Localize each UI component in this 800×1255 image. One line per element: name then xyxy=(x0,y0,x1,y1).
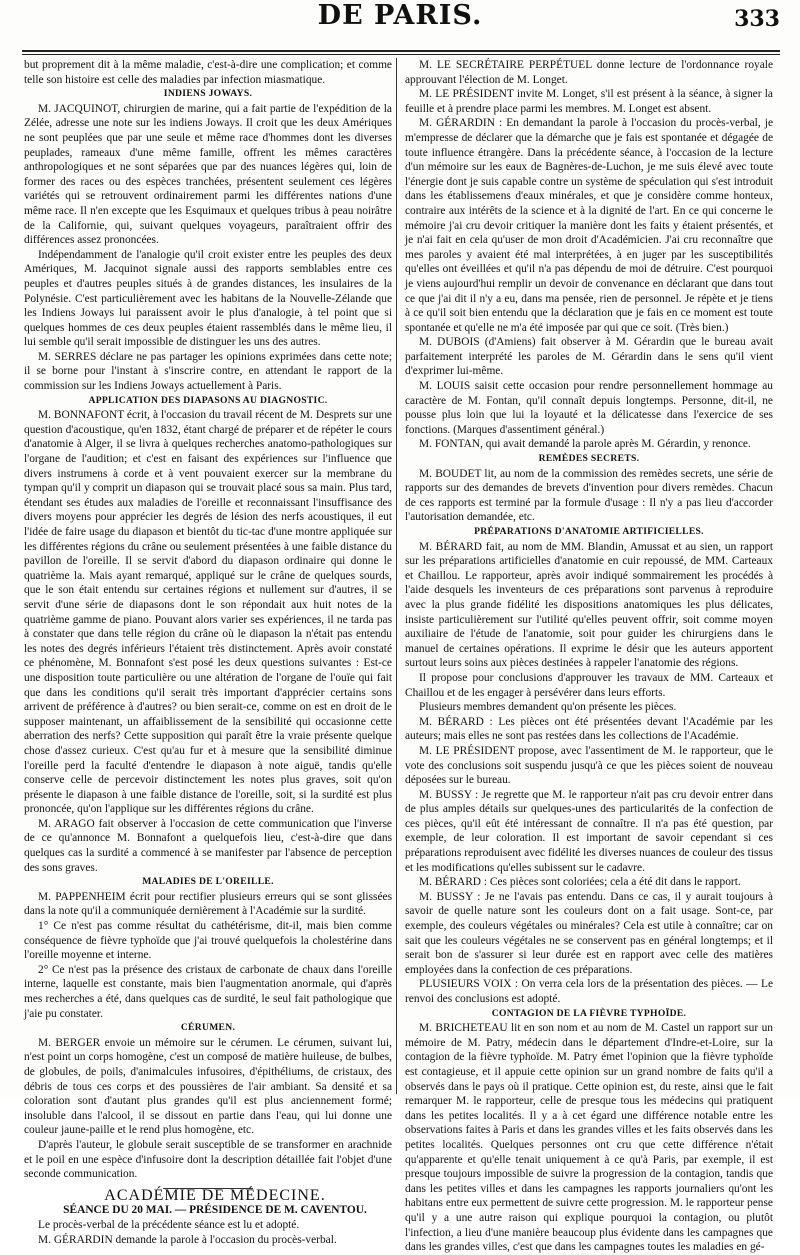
paragraph: 1° Ce n'est pas comme résultat du cathétérisme, dit-il, mais bien comme conséquence de fièvre typhoïde que j'ai trouvé quelquefois la cholestérine dans l'oreille moyenne et interne. xyxy=(24,920,392,962)
paragraph: M. BOUDET lit, au nom de la commission des remèdes secrets, une série de rapports sur des demandes de brevets d'invention pour divers remèdes. Chacun de ces rapports est terminé par la formule d'usage : Il n'y a pas lieu d'accorder l'autorisation demandée, etc. xyxy=(405,467,773,524)
academy-heading: ACADÉMIE DE MÉDECINE. xyxy=(104,1186,326,1204)
section-heading: INDIENS JOWAYS. xyxy=(163,88,253,100)
paragraph: M. BÉRARD : Ces pièces sont coloriées; cela a été dit dans le rapport. xyxy=(419,876,741,889)
paragraph: M. LOUIS saisit cette occasion pour rendre personnellement hommage au caractère de M. Fontan, qu'il connaît depuis longtemps. Personne, dit-il, ne pousse plus loin que lui la loyauté et la délicatesse dans l'exercice de ses fonctions. (Marques d'assentiment général.) xyxy=(405,380,773,436)
section-heading: PRÉPARATIONS D'ANATOMIE ARTIFICIELLES. xyxy=(474,526,704,537)
section-heading: REMÈDES SECRETS. xyxy=(538,453,640,465)
paragraph: 2° Ce n'est pas la présence des cristaux de carbonate de chaux dans l'oreille interne, laquelle est constante, mais bien l'augmentation anormale, qui d'après mes recherches a été, dans quelques cas de surdité, le seul fait pathologique que j'aie pu constater. xyxy=(24,963,392,1020)
paragraph: M. DUBOIS (d'Amiens) fait observer à M. Gérardin que le bureau avait parfaitement interprété les paroles de M. Gérardin dans le sens qu'il vient d'exprimer lui-même. xyxy=(405,336,773,378)
column-divider xyxy=(396,58,397,1094)
newspaper-title: DE PARIS. xyxy=(317,0,483,31)
section-heading: CONTAGION DE LA FIÈVRE TYPHOÏDE. xyxy=(491,1007,687,1019)
paragraph: M. BRICHETEAU lit en son nom et au nom de M. Castel un rapport sur un mémoire de M. Patry, médecin dans le département d'Indre-et-Loire, sur la contagion de la fièvre typhoïde. M. Patry émet l'opinion que la fièvre typhoïde est contagieuse, et il appuie cette opinion sur un grand nombre de faits qu'il a observés dans le pays où il pratique. Cette opinion est, du reste, ainsi que le fait remarquer M. le rapporteur, celle de presque tous les médecins qui pratiquent dans les petites localités. Il y a à cet égard une différence notable entre les observations faites à Paris et dans les grandes villes et les faits observés dans les petites localités. Quelques personnes ont cru que cette différence n'était qu'apparente et qu'elle tenait uniquement à ce qu'à Paris, par exemple, il est presque toujours impossible de suivre la progression de la contagion, tandis que dans les petites villes et dans les campagnes les rapports journaliers qu'ont les habitans entre eux permettent de suivre cette progression. M. le rapporteur pense qu'il y a une autre raison qui explique pourquoi la contagion, ou plutôt l'infection, a lieu d'une manière beaucoup plus évidente dans les campagnes que dans les grandes villes, c'est que dans les campagnes toutes les maladies en gé- xyxy=(405,1022,773,1254)
header-rule xyxy=(22,50,780,52)
header-rule-thin xyxy=(22,54,780,55)
section-heading: APPLICATION DES DIAPASONS AU DIAGNOSTIC. xyxy=(88,394,328,406)
paragraph: M. PAPPENHEIM écrit pour rectifier plusieurs erreurs qui se sont glissées dans la note qu'il a communiquée dernièrement à l'Académie sur la surdité. xyxy=(24,890,392,918)
paragraph: M. BONNAFONT écrit, à l'occasion du travail récent de M. Desprets sur une question d'acoustique, qu'en 1832, étant chargé de préparer et de répéter le cours d'anatomie à Alger, il se livra à quelques recherches anatomo-pathologiques sur l'organe de l'audition; et c'est en faisant des expériences sur l'influence que divers instrumens à corde et à vent pouvaient exercer sur la membrane du tympan qu'il y comprit un diapason qui se trouvait placé sous sa main. Plus tard, étendant ses études aux maladies de l'oreille et reconnaissant l'insuffisance des divers moyens pour apprécier les degrés de lésion des nerfs acoustiques, il eut l'idée de faire usage du diapason et bientôt du tic-tac d'une montre appliquée sur les différentes régions du crâne ou seulement présentées à une faible distance du pavillon de l'oreille. Il se servit d'abord du diapason ordinaire qui donne le quatrième la. Mais ayant remarqué, appliqué sur le crâne de quelques sourds, que le son était entendu sur certaines régions et nullement sur d'autres, il se servit d'une série de diapasons dont le son répondait aux huit notes de la quatrième gamme de piano. Pouvant alors varier ses expériences, il ne tarda pas à constater que dans telle région du crâne où le diapason la n'était pas entendu les notes des degrés inférieurs l'étaient très distinctement. Après avoir constaté ce phénomène, M. Bonnafont s'est posé les deux questions suivantes : Est-ce une disposition toute particulière ou une altération de l'organe de l'ouïe qui fait que dans les conditions qu'il serait très important d'apprécier certains sons arrivent de préférence à d'autres? ou bien serait-ce, comme on est en droit de le supposer maintenant, un affaiblissement de la sensibilité qui occasionne cette aberration des nerfs? Cette supposition qui paraît être la vraie présente quelque chose d'assez curieux. C'est qu'au fur et à mesure que la sensibilité diminue l'oreille perd la faculté d'entendre le diapason à note aiguë, tandis qu'elle conserve celle de percevoir distinctement les notes plus graves, soit qu'on présente le diapason à une faible distance de l'oreille, soit, si la surdité est plus prononcée, qu'on l'applique sur les différentes régions du crâne. xyxy=(24,409,392,816)
paragraph: M. BUSSY : Je regrette que M. le rapporteur n'ait pas cru devoir entrer dans de plus amples détails sur quelques-unes des particularités de la confection de ces pièces, qu'il eût été intéressant de connaître. Il n'a pas été question, par exemple, de leur coloration. Il est important de savoir cependant si ces préparations reproduisent avec fidélité les diverses nuances de couleur des tissus et les modifications qu'elles subissent sur le cadavre. xyxy=(405,788,773,874)
paragraph: Le procès-verbal de la précédente séance est lu et adopté. xyxy=(38,1218,300,1231)
paragraph: Il propose pour conclusions d'approuver les travaux de MM. Carteaux et Chaillou et de les engager à persévérer dans leurs efforts. xyxy=(405,671,773,699)
paragraph: M. BUSSY : Je ne l'avais pas entendu. Dans ce cas, il y aurait toujours à savoir de quelle nature sont les couleurs dont on a fait usage. Sont-ce, par exemple, des couleurs végétales ou minérales? Cela est utile à connaître; car on sait que les couleurs végétales ne se conservent pas en général longtemps; et il serait bon de s'assurer si leur durée est en rapport avec celle des matières employées dans la confection de ces préparations. xyxy=(405,890,773,976)
paragraph: D'après l'auteur, le globule serait susceptible de se transformer en arachnide et le poil en une espèce d'infusoire dont la description détaillée fait l'objet d'une seconde communication. xyxy=(24,1138,392,1181)
paragraph: M. JACQUINOT, chirurgien de marine, qui a fait partie de l'expédition de la Zélée, adresse une note sur les indiens Joways. Il croit que les deux Amériques ne sont peuplées que par une seule et même race d'hommes dont les diverses peuplades, rameaux d'une même famille, offrent les mêmes caractères anthropologiques et ne sont séparées que par des nuances légères qui, loin de former des races ou des espèces tranchées, présentent seulement ces légères variétés qui se retrouvent ordinairement parmi les différentes nations d'une même race. Il n'en excepte que les Esquimaux et quelques tribus à peau noirâtre de la Californie, qui, suivant quelques voyageurs, paraîtraient offrir des différences assez prononcées. xyxy=(24,102,392,247)
paragraph: M. SERRES déclare ne pas partager les opinions exprimées dans cette note; il se borne pour l'instant à s'inscrire contre, en attendant le rapport de la commission sur les Indiens Joways actuellement à Paris. xyxy=(24,350,392,393)
left-column xyxy=(24,58,392,1246)
paragraph: M. BÉRARD : Les pièces ont été présentées devant l'Académie par les auteurs; mais elles ne sont pas restées dans les collections de l'Académie. xyxy=(405,715,773,743)
paragraph: M. GÉRARDIN : En demandant la parole à l'occasion du procès-verbal, je m'empresse de déclarer que la démarche que je fais est spontanée et dégagée de toute influence étrangère. Dans la précédente séance, à l'occasion de la lecture d'un mémoire sur les eaux de Bagnères-de-Luchon, je me suis élevé avec toute l'énergie dont je suis capable contre un système de spéculation qui s'est introduit dans les établissemens d'eaux minérales, et que je considère comme honteux, contraire aux intérêts de la science et à la dignité de l'art. En ce qui concerne le mémoire j'ai cru devoir critiquer la manière dont les faits y étaient présentés, et je n'ai fait en cela qu'user de mon droit d'Académicien. J'ai cru reconnaître que mes paroles y avaient été mal interprétées, à en juger par les susceptibilités qu'elles ont éveillées et qu'il n'a pas dépendu de moi de détruire. C'est pourquoi je viens aujourd'hui remplir un devoir de convenance en déclarant que dans tout ce que j'ai dit il n'y a eu, dans ma pensée, rien de personnel. Je répète et je tiens à ce qu'il soit bien entendu que la déclaration que je fais en ce moment est toute spontanée et qu'elle ne m'a été imposée par qui que ce soit. (Très bien.) xyxy=(405,117,773,334)
paragraph: PLUSIEURS VOIX : On verra cela lors de la présentation des pièces. — Le renvoi des conclusions est adopté. xyxy=(405,978,773,1005)
paragraph: M. ARAGO fait observer à l'occasion de cette communication que l'inverse de ce qu'annonce M. Bonnafont a quelquefois lieu, c'est-à-dire que dans quelques cas la surdité a commencé à se manifester par l'absence de perception des sons graves. xyxy=(24,817,392,874)
paragraph: M. GÉRARDIN demande la parole à l'occasion du procès-verbal. xyxy=(38,1233,337,1246)
page-number: 333 xyxy=(734,6,780,32)
section-heading: CÉRUMEN. xyxy=(180,1022,236,1034)
paragraph: M. LE SECRÉTAIRE PERPÉTUEL donne lecture de l'ordonnance royale approuvant l'élection de M. Longet. xyxy=(405,59,773,86)
paragraph: M. LE PRÉSIDENT propose, avec l'assentiment de M. le rapporteur, que le vote des conclusions soit suspendu jusqu'à ce que les pièces soient de nouveau déposées sur le bureau. xyxy=(405,744,773,787)
paragraph: Indépendamment de l'analogie qu'il croit exister entre les peuples des deux Amériques, M. Jacquinot signale aussi des rapports semblables entre ces peuples et d'autres peuples situés à de grandes distances, les insulaires de la Polynésie. C'est particulièrement avec les habitans de la Nouvelle-Zélande que les Indiens Joways lui paraissent avoir le plus d'analogie, à tel point que si quelques hommes de ces deux peuples étaient rassemblés dans le même lieu, il lui semble qu'il serait impossible de distinguer les uns des autres. xyxy=(24,248,392,349)
right-column xyxy=(405,58,773,1254)
paragraph: M. LE PRÉSIDENT invite M. Longet, s'il est présent à la séance, à signer la feuille et à prendre place parmi les membres. M. Longet est absent. xyxy=(405,88,773,115)
paragraph: M. FONTAN, qui avait demandé la parole après M. Gérardin, y renonce. xyxy=(419,438,751,451)
paragraph: M. BÉRARD fait, au nom de MM. Blandin, Amussat et au sien, un rapport sur les préparations artificielles d'anatomie en cuir repoussé, de MM. Carteaux et Chaillou. Le rapporteur, après avoir indiqué sommairement les procédés à l'aide desquels les inventeurs de ces préparations sont parvenus à reproduire avec la plus grande fidélité les dispositions anatomiques les plus délicates, insiste particulièrement sur l'utilité qu'elles peuvent offrir, soit comme moyen auxiliaire de l'étude de l'anatomie, soit pour guider les chirurgiens dans le manuel de certaines opérations. Il exprime le désir que les auteurs apportent surtout leurs soins aux pièces destinées à rappeler l'anatomie des régions. xyxy=(405,540,773,670)
paragraph: M. BERGER envoie un mémoire sur le cérumen. Le cérumen, suivant lui, n'est point un corps homogène, c'est un composé de matière huileuse, de bulbes, de globules, de poils, d'animalcules infusoires, d'épithéliums, de cristaux, des débris de tous ces corps et des poussières de l'air ambiant. Sa densité et sa coloration sont d'autant plus grandes qu'il est plus anciennement formé; insoluble dans l'alcool, il se dissout en partie dans l'eau, qui lui donne une couleur jaune-paille et le rend plus homogène, etc. xyxy=(24,1036,392,1137)
paragraph: but proprement dit à la même maladie, c'est-à-dire une complication; et comme telle son histoire est celle des maladies par infection miasmatique. xyxy=(24,59,392,86)
section-heading: MALADIES DE L'OREILLE. xyxy=(142,876,274,888)
session-heading: SÉANCE DU 20 MAI. — PRÉSIDENCE DE M. CAVENTOU. xyxy=(63,1204,367,1217)
paragraph: Plusieurs membres demandent qu'on présente les pièces. xyxy=(419,701,677,714)
